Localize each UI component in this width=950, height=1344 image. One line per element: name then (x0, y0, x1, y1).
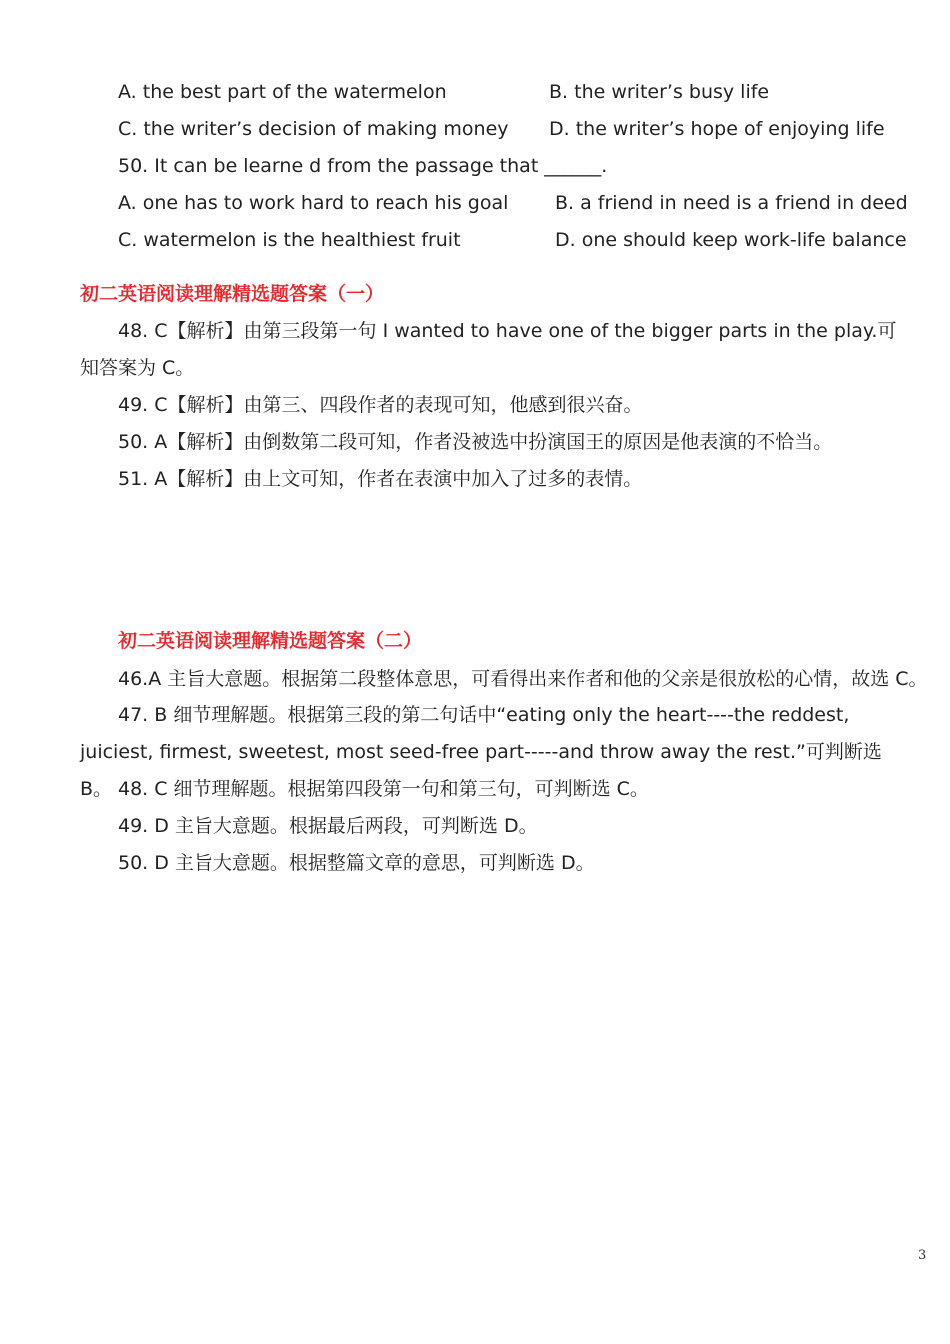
q49-option-d: D. the writer’s hope of enjoying life (549, 118, 885, 140)
answers-2-49: 49. D 主旨大意题。根据最后两段，可判断选 D。 (118, 815, 538, 837)
q50-option-d: D. one should keep work-life balance (555, 229, 907, 251)
q49-option-b: B. the writer’s busy life (549, 81, 770, 103)
q50-option-a: A. one has to work hard to reach his goal (118, 192, 509, 214)
answers-1-51: 51. A【解析】由上文可知，作者在表演中加入了过多的表情。 (118, 468, 643, 490)
answers-1-heading: 初二英语阅读理解精选题答案（一） (80, 283, 385, 305)
q50-stem: 50. It can be learne d from the passage that ______. (118, 155, 608, 177)
answers-2-heading: 初二英语阅读理解精选题答案（二） (118, 630, 423, 652)
answers-1-48: 48. C【解析】由第三段第一句 I wanted to have one of the bigger parts in the play.可知答案为 C。 (80, 320, 897, 379)
q50-option-c: C. watermelon is the healthiest fruit (118, 229, 461, 251)
page-number: 3 (918, 1248, 927, 1263)
answers-2-46: 46.A 主旨大意题。根据第二段整体意思，可看得出来作者和他的父亲是很放松的心情，故选 C。 (118, 668, 928, 690)
answers-1-49: 49. C【解析】由第三、四段作者的表现可知，他感到很兴奋。 (118, 394, 643, 416)
answers-2-47: 47. B 细节理解题。根据第三段的第二句话中“eating only the heart----the reddest, juiciest, firmest, sweetest, most seed-free part-----and throw away the rest.”可判断选 B。 (80, 704, 882, 800)
answers-2-48: 48. C 细节理解题。根据第四段第一句和第三句，可判断选 C。 (118, 778, 649, 800)
answers-2-50: 50. D 主旨大意题。根据整篇文章的意思，可判断选 D。 (118, 852, 595, 874)
q50-option-b: B. a friend in need is a friend in deed (555, 192, 908, 214)
q49-option-a: A. the best part of the watermelon (118, 81, 447, 103)
q49-option-c: C. the writer’s decision of making money (118, 118, 509, 140)
answers-1-50: 50. A【解析】由倒数第二段可知，作者没被选中扮演国王的原因是他表演的不恰当。 (118, 431, 833, 453)
